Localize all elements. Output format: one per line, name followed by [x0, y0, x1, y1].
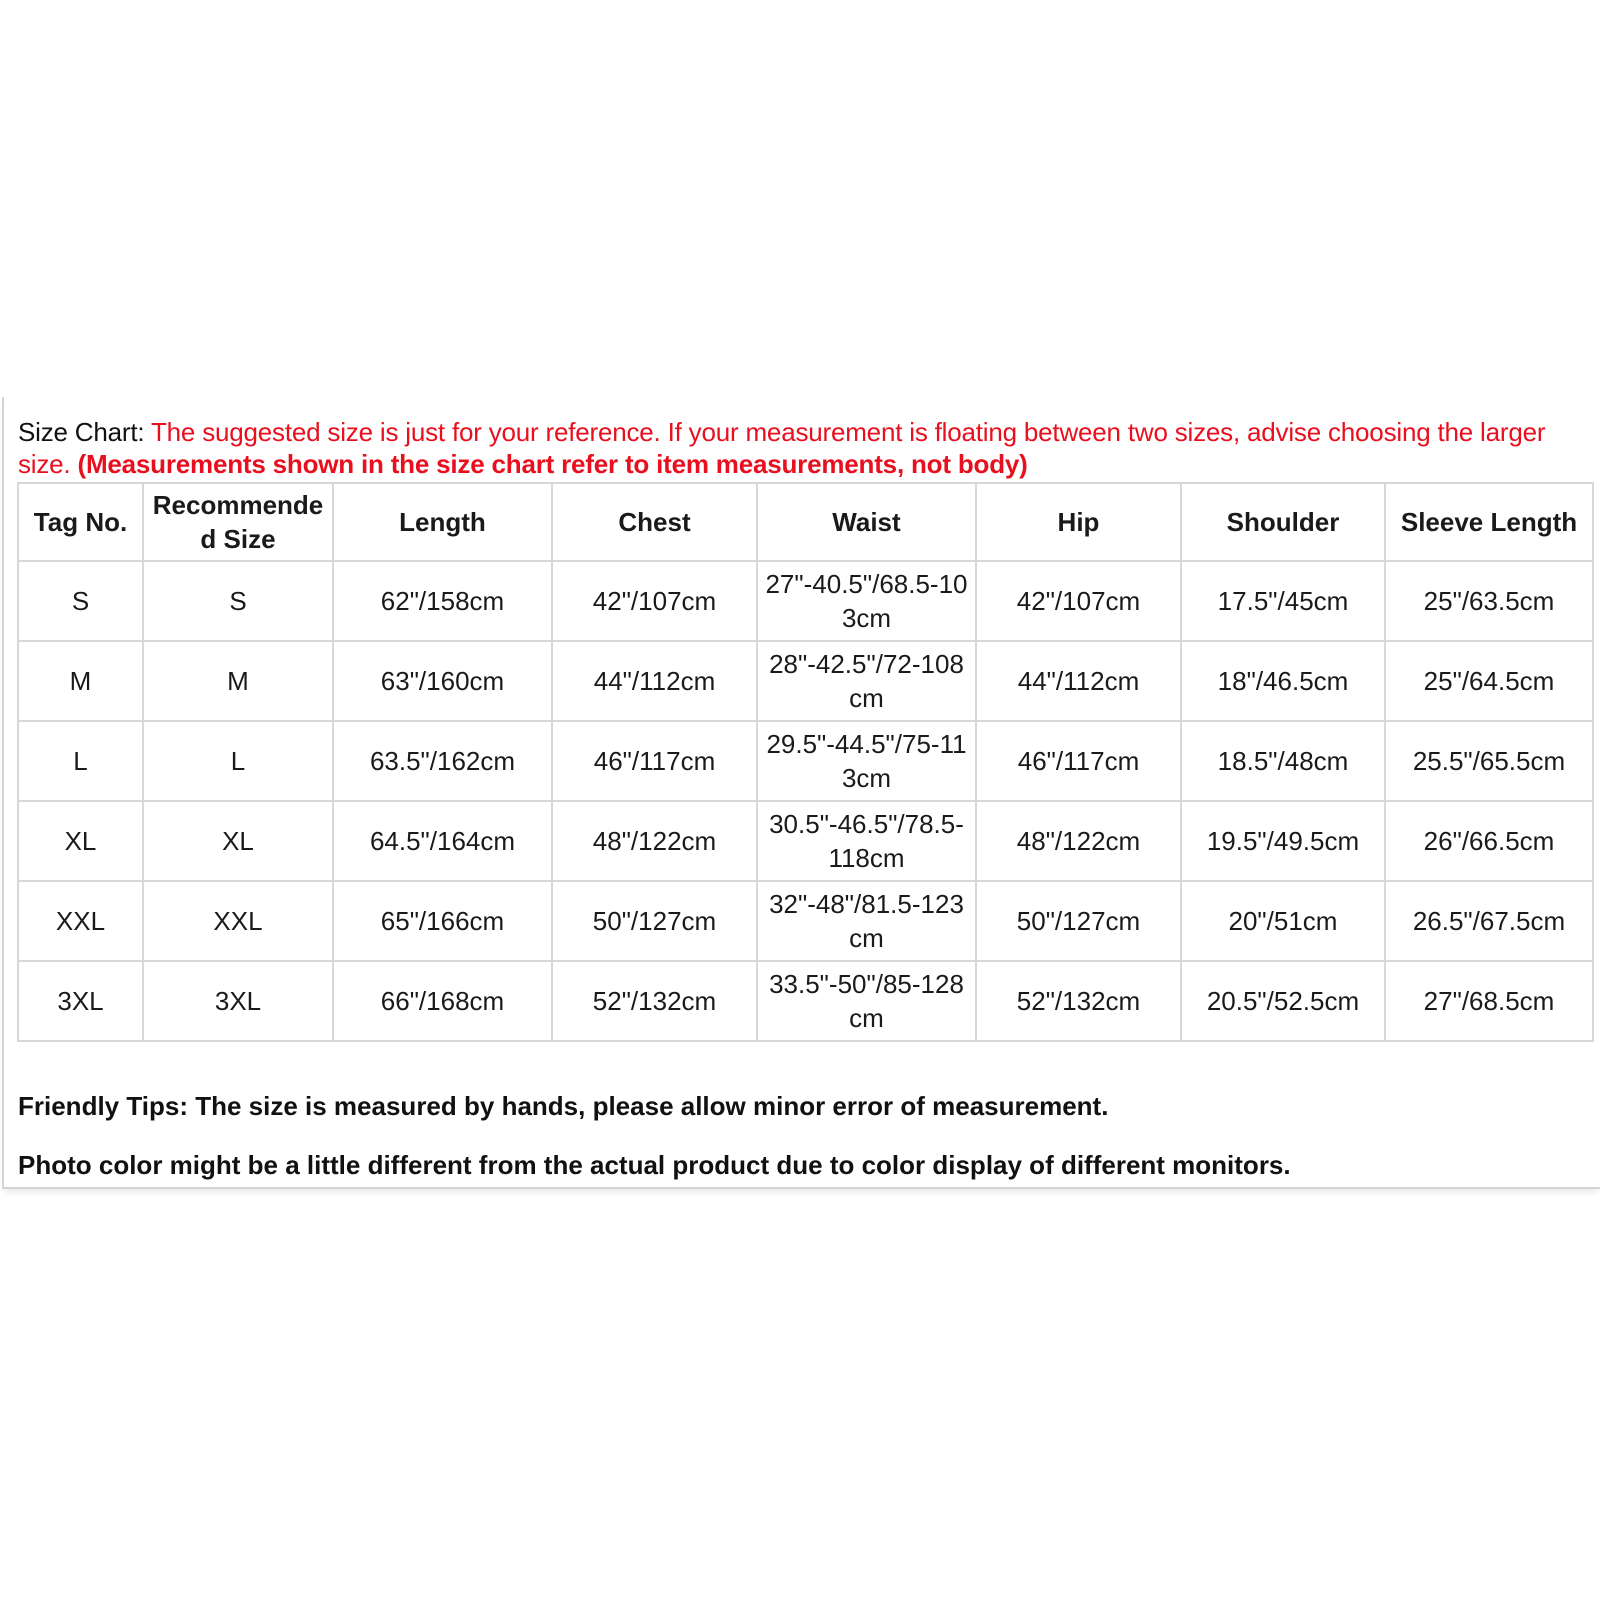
cell-sleeve-length: 26.5"/67.5cm — [1385, 881, 1593, 961]
cell-length: 66"/168cm — [333, 961, 552, 1041]
cell-recommended-size: L — [143, 721, 333, 801]
size-chart-intro — [18, 416, 1578, 480]
header-chest: Chest — [552, 483, 757, 561]
header-sleeve-length: Sleeve Length — [1385, 483, 1593, 561]
table-row — [18, 561, 1593, 641]
cell-waist: 27"-40.5"/68.5-103cm — [757, 561, 976, 641]
cell-tag-no: 3XL — [18, 961, 143, 1041]
cell-waist: 28"-42.5"/72-108cm — [757, 641, 976, 721]
cell-chest: 44"/112cm — [552, 641, 757, 721]
cell-recommended-size: 3XL — [143, 961, 333, 1041]
cell-shoulder: 19.5"/49.5cm — [1181, 801, 1385, 881]
cell-sleeve-length: 25.5"/65.5cm — [1385, 721, 1593, 801]
table-row — [18, 881, 1593, 961]
header-recommended-size: Recommended Size — [143, 483, 333, 561]
header-hip: Hip — [976, 483, 1181, 561]
intro-separator: : — [137, 417, 151, 447]
cell-tag-no: S — [18, 561, 143, 641]
cell-shoulder: 20"/51cm — [1181, 881, 1385, 961]
cell-shoulder: 20.5"/52.5cm — [1181, 961, 1385, 1041]
cell-tag-no: XXL — [18, 881, 143, 961]
cell-hip: 50"/127cm — [976, 881, 1181, 961]
size-table — [17, 482, 1594, 1042]
header-row — [18, 483, 1593, 561]
cell-recommended-size: S — [143, 561, 333, 641]
cell-chest: 48"/122cm — [552, 801, 757, 881]
cell-waist: 33.5"-50"/85-128cm — [757, 961, 976, 1041]
table-row — [18, 721, 1593, 801]
size-chart-panel — [2, 397, 1600, 1189]
cell-recommended-size: XL — [143, 801, 333, 881]
cell-shoulder: 18.5"/48cm — [1181, 721, 1385, 801]
table-row — [18, 801, 1593, 881]
table-row — [18, 961, 1593, 1041]
measurement-note: (Measurements shown in the size chart refer to item measurements, not body) — [77, 449, 1028, 479]
table-row — [18, 641, 1593, 721]
cell-length: 62"/158cm — [333, 561, 552, 641]
cell-sleeve-length: 27"/68.5cm — [1385, 961, 1593, 1041]
cell-recommended-size: XXL — [143, 881, 333, 961]
cell-chest: 42"/107cm — [552, 561, 757, 641]
cell-sleeve-length: 26"/66.5cm — [1385, 801, 1593, 881]
cell-recommended-size: M — [143, 641, 333, 721]
cell-tag-no: L — [18, 721, 143, 801]
cell-length: 63.5"/162cm — [333, 721, 552, 801]
friendly-tips-text: Friendly Tips: The size is measured by hands, please allow minor error of measurement. — [18, 1091, 1109, 1121]
header-length: Length — [333, 483, 552, 561]
cell-sleeve-length: 25"/64.5cm — [1385, 641, 1593, 721]
cell-chest: 50"/127cm — [552, 881, 757, 961]
cell-length: 64.5"/164cm — [333, 801, 552, 881]
cell-hip: 52"/132cm — [976, 961, 1181, 1041]
cell-hip: 46"/117cm — [976, 721, 1181, 801]
cell-tag-no: XL — [18, 801, 143, 881]
cell-sleeve-length: 25"/63.5cm — [1385, 561, 1593, 641]
cell-tag-no: M — [18, 641, 143, 721]
cell-hip: 42"/107cm — [976, 561, 1181, 641]
cell-waist: 30.5"-46.5"/78.5-118cm — [757, 801, 976, 881]
cell-chest: 46"/117cm — [552, 721, 757, 801]
cell-waist: 29.5"-44.5"/75-113cm — [757, 721, 976, 801]
header-tag-no: Tag No. — [18, 483, 143, 561]
header-shoulder: Shoulder — [1181, 483, 1385, 561]
cell-waist: 32"-48"/81.5-123cm — [757, 881, 976, 961]
cell-chest: 52"/132cm — [552, 961, 757, 1041]
cell-shoulder: 17.5"/45cm — [1181, 561, 1385, 641]
cell-hip: 44"/112cm — [976, 641, 1181, 721]
photo-color-note: Photo color might be a little different from the actual product due to color display of different monitors. — [18, 1150, 1291, 1180]
cell-shoulder: 18"/46.5cm — [1181, 641, 1385, 721]
cell-hip: 48"/122cm — [976, 801, 1181, 881]
cell-length: 63"/160cm — [333, 641, 552, 721]
header-waist: Waist — [757, 483, 976, 561]
cell-length: 65"/166cm — [333, 881, 552, 961]
size-advice-note: The suggested size is just for your reference. If your measurement is floating between two sizes, advise choosing the larger size. — [18, 417, 1546, 479]
size-chart-label: Size Chart — [18, 417, 138, 447]
